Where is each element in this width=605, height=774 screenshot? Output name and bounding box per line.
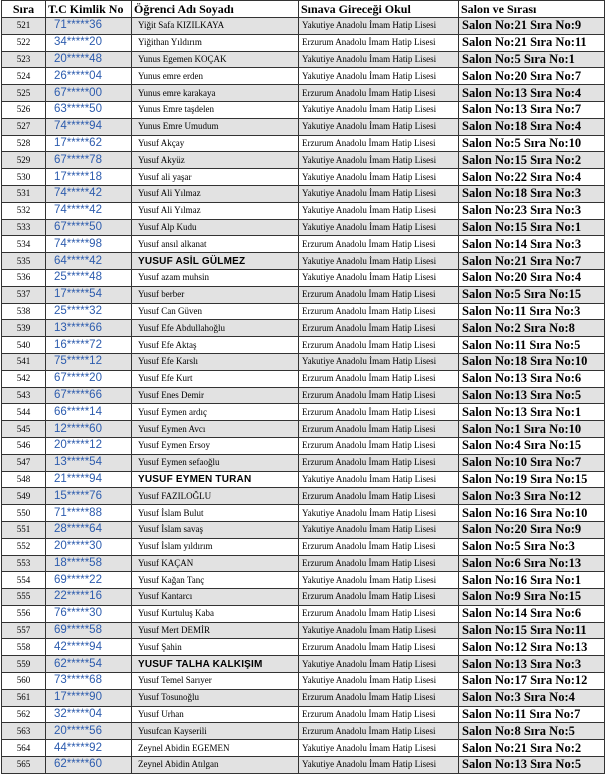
row-tc-kimlik: 13*****66 (46, 320, 132, 337)
row-sira: 555 (2, 589, 46, 606)
table-row (2, 605, 605, 622)
student-exam-table (1, 0, 605, 774)
row-student-name: Yusuf Urhan (132, 706, 299, 723)
row-student-name: Yusuf İslam savaş (132, 521, 299, 538)
row-tc-kimlik: 32*****04 (46, 706, 132, 723)
row-sira: 552 (2, 538, 46, 555)
row-student-name: Yusuf Eymen ardıç (132, 404, 299, 421)
row-tc-kimlik: 16*****72 (46, 337, 132, 354)
row-school: Yakutiye Anadolu İmam Hatip Lisesi (299, 471, 459, 488)
table-row (2, 488, 605, 505)
table-row (2, 437, 605, 454)
row-student-name: Yusuf Eymen Avcı (132, 421, 299, 438)
row-salon: Salon No:16 Sıra No:10 (459, 505, 605, 522)
row-salon: Salon No:13 Sıra No:6 (459, 370, 605, 387)
row-student-name: Zeynel Abidin Atılgan (132, 757, 299, 774)
table-row (2, 286, 605, 303)
row-sira: 546 (2, 437, 46, 454)
row-tc-kimlik: 18*****58 (46, 555, 132, 572)
row-student-name: Yunus emre karakaya (132, 85, 299, 102)
table-row (2, 169, 605, 186)
row-school: Yakutiye Anadolu İmam Hatip Lisesi (299, 101, 459, 118)
table-row (2, 370, 605, 387)
row-tc-kimlik: 28*****64 (46, 521, 132, 538)
row-salon: Salon No:21 Sıra No:7 (459, 253, 605, 270)
row-student-name: Yusuf Eymen sefaoğlu (132, 454, 299, 471)
row-tc-kimlik: 62*****60 (46, 757, 132, 774)
row-sira: 560 (2, 673, 46, 690)
row-tc-kimlik: 20*****12 (46, 437, 132, 454)
row-school: Erzurum Anadolu İmam Hatip Lisesi (299, 337, 459, 354)
row-salon: Salon No:5 Sıra No:10 (459, 135, 605, 152)
table-row (2, 51, 605, 68)
row-school: Erzurum Anadolu İmam Hatip Lisesi (299, 286, 459, 303)
row-salon: Salon No:14 Sıra No:6 (459, 605, 605, 622)
row-sira: 556 (2, 605, 46, 622)
table-row (2, 740, 605, 757)
row-student-name: Yusuf Can Güven (132, 303, 299, 320)
row-school: Yakutiye Anadolu İmam Hatip Lisesi (299, 353, 459, 370)
row-student-name: Yusuf azam muhsin (132, 269, 299, 286)
row-student-name: Yunus Emre taşdelen (132, 101, 299, 118)
row-salon: Salon No:18 Sıra No:10 (459, 353, 605, 370)
row-salon: Salon No:1 Sıra No:10 (459, 421, 605, 438)
row-sira: 561 (2, 689, 46, 706)
row-salon: Salon No:20 Sıra No:7 (459, 68, 605, 85)
row-salon: Salon No:9 Sıra No:15 (459, 589, 605, 606)
row-student-name: Yusuf KAÇAN (132, 555, 299, 572)
row-salon: Salon No:13 Sıra No:3 (459, 656, 605, 673)
row-student-name: Yusuf Akçay (132, 135, 299, 152)
row-student-name: Yusuf Efe Karslı (132, 353, 299, 370)
row-sira: 536 (2, 269, 46, 286)
row-salon: Salon No:20 Sıra No:4 (459, 269, 605, 286)
row-school: Yakutiye Anadolu İmam Hatip Lisesi (299, 740, 459, 757)
row-school: Erzurum Anadolu İmam Hatip Lisesi (299, 387, 459, 404)
row-salon: Salon No:3 Sıra No:4 (459, 689, 605, 706)
row-school: Yakutiye Anadolu İmam Hatip Lisesi (299, 185, 459, 202)
row-salon: Salon No:5 Sıra No:3 (459, 538, 605, 555)
row-tc-kimlik: 74*****98 (46, 236, 132, 253)
row-school: Yakutiye Anadolu İmam Hatip Lisesi (299, 757, 459, 774)
row-tc-kimlik: 67*****00 (46, 85, 132, 102)
row-tc-kimlik: 25*****48 (46, 269, 132, 286)
row-salon: Salon No:11 Sıra No:7 (459, 706, 605, 723)
row-tc-kimlik: 67*****78 (46, 152, 132, 169)
row-school: Erzurum Anadolu İmam Hatip Lisesi (299, 538, 459, 555)
table-row (2, 320, 605, 337)
row-student-name: Yusuf Alp Kudu (132, 219, 299, 236)
row-school: Yakutiye Anadolu İmam Hatip Lisesi (299, 118, 459, 135)
row-school: Yakutiye Anadolu İmam Hatip Lisesi (299, 505, 459, 522)
row-school: Erzurum Anadolu İmam Hatip Lisesi (299, 723, 459, 740)
row-tc-kimlik: 25*****32 (46, 303, 132, 320)
row-sira: 558 (2, 639, 46, 656)
row-student-name: Yusuf Ali Yılmaz (132, 202, 299, 219)
row-school: Yakutiye Anadolu İmam Hatip Lisesi (299, 253, 459, 270)
row-tc-kimlik: 17*****90 (46, 689, 132, 706)
row-student-name: Yusuf ansıl alkanat (132, 236, 299, 253)
row-school: Yakutiye Anadolu İmam Hatip Lisesi (299, 18, 459, 35)
table-row (2, 34, 605, 51)
row-tc-kimlik: 73*****68 (46, 673, 132, 690)
row-student-name: Yusuf Kağan Tanç (132, 572, 299, 589)
row-sira: 549 (2, 488, 46, 505)
row-sira: 545 (2, 421, 46, 438)
table-row (2, 622, 605, 639)
row-student-name: Zeynel Abidin EGEMEN (132, 740, 299, 757)
row-sira: 547 (2, 454, 46, 471)
row-salon: Salon No:11 Sıra No:3 (459, 303, 605, 320)
row-student-name: Yusuf Kantarcı (132, 589, 299, 606)
row-student-name: Yiğit Safa KIZILKAYA (132, 18, 299, 35)
header-salon: Salon ve Sırası (459, 1, 605, 18)
row-school: Yakutiye Anadolu İmam Hatip Lisesi (299, 51, 459, 68)
table-row (2, 706, 605, 723)
table-row (2, 589, 605, 606)
table-body (2, 18, 605, 774)
row-school: Yakutiye Anadolu İmam Hatip Lisesi (299, 169, 459, 186)
row-sira: 538 (2, 303, 46, 320)
row-tc-kimlik: 44*****92 (46, 740, 132, 757)
row-student-name: Yusuf FAZILOĞLU (132, 488, 299, 505)
row-school: Erzurum Anadolu İmam Hatip Lisesi (299, 34, 459, 51)
row-tc-kimlik: 20*****56 (46, 723, 132, 740)
row-salon: Salon No:16 Sıra No:1 (459, 572, 605, 589)
row-tc-kimlik: 66*****14 (46, 404, 132, 421)
row-student-name: Yusuf Mert DEMİR (132, 622, 299, 639)
row-school: Erzurum Anadolu İmam Hatip Lisesi (299, 135, 459, 152)
row-sira: 521 (2, 18, 46, 35)
row-salon: Salon No:5 Sıra No:1 (459, 51, 605, 68)
row-sira: 534 (2, 236, 46, 253)
row-school: Erzurum Anadolu İmam Hatip Lisesi (299, 421, 459, 438)
table-row (2, 253, 605, 270)
row-student-name: Yusuf Akyüz (132, 152, 299, 169)
row-sira: 543 (2, 387, 46, 404)
row-school: Erzurum Anadolu İmam Hatip Lisesi (299, 404, 459, 421)
table-row (2, 538, 605, 555)
row-sira: 523 (2, 51, 46, 68)
row-sira: 550 (2, 505, 46, 522)
row-student-name: Yusuf berber (132, 286, 299, 303)
row-tc-kimlik: 63*****50 (46, 101, 132, 118)
row-salon: Salon No:13 Sıra No:7 (459, 101, 605, 118)
row-school: Erzurum Anadolu İmam Hatip Lisesi (299, 706, 459, 723)
header-okul: Sınava Gireceği Okul (299, 1, 459, 18)
table-row (2, 555, 605, 572)
row-student-name: Yusufcan Kayserili (132, 723, 299, 740)
row-student-name: Yusuf Şahin (132, 639, 299, 656)
row-school: Erzurum Anadolu İmam Hatip Lisesi (299, 488, 459, 505)
row-school: Yakutiye Anadolu İmam Hatip Lisesi (299, 572, 459, 589)
row-sira: 535 (2, 253, 46, 270)
table-row (2, 404, 605, 421)
row-sira: 540 (2, 337, 46, 354)
table-row (2, 572, 605, 589)
row-tc-kimlik: 76*****30 (46, 605, 132, 622)
row-tc-kimlik: 20*****48 (46, 51, 132, 68)
row-school: Yakutiye Anadolu İmam Hatip Lisesi (299, 656, 459, 673)
row-sira: 537 (2, 286, 46, 303)
row-school: Erzurum Anadolu İmam Hatip Lisesi (299, 555, 459, 572)
table-row (2, 656, 605, 673)
row-salon: Salon No:5 Sıra No:15 (459, 286, 605, 303)
row-salon: Salon No:4 Sıra No:15 (459, 437, 605, 454)
row-sira: 564 (2, 740, 46, 757)
row-student-name: Yusuf Efe Abdullahoğlu (132, 320, 299, 337)
row-salon: Salon No:6 Sıra No:13 (459, 555, 605, 572)
table-row (2, 68, 605, 85)
row-tc-kimlik: 26*****04 (46, 68, 132, 85)
row-sira: 531 (2, 185, 46, 202)
row-student-name: YUSUF TALHA KALKIŞIM (132, 656, 299, 673)
table-row (2, 269, 605, 286)
row-student-name: Yunus Egemen KOÇAK (132, 51, 299, 68)
row-sira: 533 (2, 219, 46, 236)
row-tc-kimlik: 17*****18 (46, 169, 132, 186)
row-tc-kimlik: 67*****66 (46, 387, 132, 404)
row-sira: 559 (2, 656, 46, 673)
table-row (2, 689, 605, 706)
row-school: Erzurum Anadolu İmam Hatip Lisesi (299, 320, 459, 337)
row-student-name: Yusuf ali yaşar (132, 169, 299, 186)
row-tc-kimlik: 75*****12 (46, 353, 132, 370)
table-row (2, 471, 605, 488)
row-school: Erzurum Anadolu İmam Hatip Lisesi (299, 639, 459, 656)
row-school: Erzurum Anadolu İmam Hatip Lisesi (299, 605, 459, 622)
row-tc-kimlik: 42*****94 (46, 639, 132, 656)
row-sira: 527 (2, 118, 46, 135)
row-student-name: Yunus emre erden (132, 68, 299, 85)
row-sira: 529 (2, 152, 46, 169)
row-tc-kimlik: 71*****88 (46, 505, 132, 522)
row-salon: Salon No:15 Sıra No:1 (459, 219, 605, 236)
row-sira: 544 (2, 404, 46, 421)
row-tc-kimlik: 12*****60 (46, 421, 132, 438)
table-row (2, 152, 605, 169)
row-student-name: Yusuf Eymen Ersoy (132, 437, 299, 454)
row-school: Erzurum Anadolu İmam Hatip Lisesi (299, 454, 459, 471)
row-tc-kimlik: 74*****42 (46, 185, 132, 202)
row-sira: 551 (2, 521, 46, 538)
row-school: Erzurum Anadolu İmam Hatip Lisesi (299, 437, 459, 454)
row-salon: Salon No:2 Sıra No:8 (459, 320, 605, 337)
table-row (2, 303, 605, 320)
row-school: Yakutiye Anadolu İmam Hatip Lisesi (299, 673, 459, 690)
row-salon: Salon No:14 Sıra No:3 (459, 236, 605, 253)
row-student-name: Yusuf Tosunoğlu (132, 689, 299, 706)
table-row (2, 454, 605, 471)
row-student-name: Yunus Emre Umudum (132, 118, 299, 135)
row-sira: 553 (2, 555, 46, 572)
table-row (2, 521, 605, 538)
table-row (2, 353, 605, 370)
row-tc-kimlik: 67*****50 (46, 219, 132, 236)
row-tc-kimlik: 64*****42 (46, 253, 132, 270)
row-sira: 562 (2, 706, 46, 723)
table-row (2, 118, 605, 135)
row-salon: Salon No:11 Sıra No:5 (459, 337, 605, 354)
row-sira: 539 (2, 320, 46, 337)
row-tc-kimlik: 74*****42 (46, 202, 132, 219)
row-school: Yakutiye Anadolu İmam Hatip Lisesi (299, 521, 459, 538)
row-school: Erzurum Anadolu İmam Hatip Lisesi (299, 370, 459, 387)
table-row (2, 219, 605, 236)
row-sira: 548 (2, 471, 46, 488)
row-salon: Salon No:19 Sıra No:15 (459, 471, 605, 488)
row-student-name: Yiğithan Yıldırım (132, 34, 299, 51)
table-row (2, 505, 605, 522)
row-student-name: Yusuf İslam Bulut (132, 505, 299, 522)
row-sira: 541 (2, 353, 46, 370)
row-school: Yakutiye Anadolu İmam Hatip Lisesi (299, 202, 459, 219)
row-salon: Salon No:3 Sıra No:12 (459, 488, 605, 505)
row-sira: 557 (2, 622, 46, 639)
header-sira: Sıra (2, 1, 46, 18)
row-school: Yakutiye Anadolu İmam Hatip Lisesi (299, 68, 459, 85)
row-salon: Salon No:21 Sıra No:11 (459, 34, 605, 51)
row-school: Yakutiye Anadolu İmam Hatip Lisesi (299, 152, 459, 169)
row-school: Erzurum Anadolu İmam Hatip Lisesi (299, 236, 459, 253)
row-tc-kimlik: 71*****36 (46, 18, 132, 35)
row-sira: 524 (2, 68, 46, 85)
table-header-row (2, 1, 605, 18)
row-tc-kimlik: 34*****20 (46, 34, 132, 51)
row-tc-kimlik: 20*****30 (46, 538, 132, 555)
row-salon: Salon No:13 Sıra No:5 (459, 387, 605, 404)
table-row (2, 757, 605, 774)
table-row (2, 85, 605, 102)
row-salon: Salon No:13 Sıra No:5 (459, 757, 605, 774)
row-sira: 525 (2, 85, 46, 102)
row-salon: Salon No:15 Sıra No:2 (459, 152, 605, 169)
row-sira: 563 (2, 723, 46, 740)
table-row (2, 421, 605, 438)
row-tc-kimlik: 62*****54 (46, 656, 132, 673)
table-row (2, 185, 605, 202)
row-student-name: Yusuf Temel Sarıyer (132, 673, 299, 690)
row-salon: Salon No:21 Sıra No:9 (459, 18, 605, 35)
row-salon: Salon No:13 Sıra No:4 (459, 85, 605, 102)
row-school: Erzurum Anadolu İmam Hatip Lisesi (299, 303, 459, 320)
table-row (2, 202, 605, 219)
row-sira: 565 (2, 757, 46, 774)
row-sira: 522 (2, 34, 46, 51)
row-school: Yakutiye Anadolu İmam Hatip Lisesi (299, 622, 459, 639)
row-salon: Salon No:8 Sıra No:5 (459, 723, 605, 740)
row-student-name: YUSUF ASİL GÜLMEZ (132, 253, 299, 270)
row-sira: 530 (2, 169, 46, 186)
header-ad: Öğrenci Adı Soyadı (132, 1, 299, 18)
row-tc-kimlik: 17*****62 (46, 135, 132, 152)
table-row (2, 135, 605, 152)
table-row (2, 723, 605, 740)
table-row (2, 236, 605, 253)
row-school: Yakutiye Anadolu İmam Hatip Lisesi (299, 269, 459, 286)
table-row (2, 387, 605, 404)
row-student-name: Yusuf Kurtuluş Kaba (132, 605, 299, 622)
row-tc-kimlik: 21*****94 (46, 471, 132, 488)
row-sira: 532 (2, 202, 46, 219)
row-salon: Salon No:23 Sıra No:3 (459, 202, 605, 219)
row-sira: 526 (2, 101, 46, 118)
row-tc-kimlik: 67*****20 (46, 370, 132, 387)
row-student-name: Yusuf Ali Yılmaz (132, 185, 299, 202)
row-student-name: YUSUF EYMEN TURAN (132, 471, 299, 488)
row-school: Erzurum Anadolu İmam Hatip Lisesi (299, 589, 459, 606)
row-salon: Salon No:18 Sıra No:3 (459, 185, 605, 202)
row-sira: 554 (2, 572, 46, 589)
row-tc-kimlik: 69*****22 (46, 572, 132, 589)
row-sira: 542 (2, 370, 46, 387)
row-tc-kimlik: 17*****54 (46, 286, 132, 303)
row-salon: Salon No:21 Sıra No:2 (459, 740, 605, 757)
row-salon: Salon No:22 Sıra No:4 (459, 169, 605, 186)
row-school: Yakutiye Anadolu İmam Hatip Lisesi (299, 219, 459, 236)
row-salon: Salon No:10 Sıra No:7 (459, 454, 605, 471)
row-student-name: Yusuf Efe Kurt (132, 370, 299, 387)
table-row (2, 337, 605, 354)
row-tc-kimlik: 22*****16 (46, 589, 132, 606)
row-salon: Salon No:18 Sıra No:4 (459, 118, 605, 135)
row-tc-kimlik: 15*****76 (46, 488, 132, 505)
table-row (2, 673, 605, 690)
row-salon: Salon No:13 Sıra No:1 (459, 404, 605, 421)
row-salon: Salon No:20 Sıra No:9 (459, 521, 605, 538)
row-student-name: Yusuf İslam yıldırım (132, 538, 299, 555)
row-sira: 528 (2, 135, 46, 152)
row-salon: Salon No:17 Sıra No:12 (459, 673, 605, 690)
row-tc-kimlik: 69*****58 (46, 622, 132, 639)
table-row (2, 101, 605, 118)
row-student-name: Yusuf Enes Demir (132, 387, 299, 404)
table-row (2, 18, 605, 35)
row-school: Erzurum Anadolu İmam Hatip Lisesi (299, 85, 459, 102)
header-tc: T.C Kimlik No (46, 1, 132, 18)
row-student-name: Yusuf Efe Aktaş (132, 337, 299, 354)
row-salon: Salon No:15 Sıra No:11 (459, 622, 605, 639)
row-tc-kimlik: 74*****94 (46, 118, 132, 135)
table-row (2, 639, 605, 656)
row-tc-kimlik: 13*****54 (46, 454, 132, 471)
row-school: Erzurum Anadolu İmam Hatip Lisesi (299, 689, 459, 706)
row-salon: Salon No:12 Sıra No:13 (459, 639, 605, 656)
